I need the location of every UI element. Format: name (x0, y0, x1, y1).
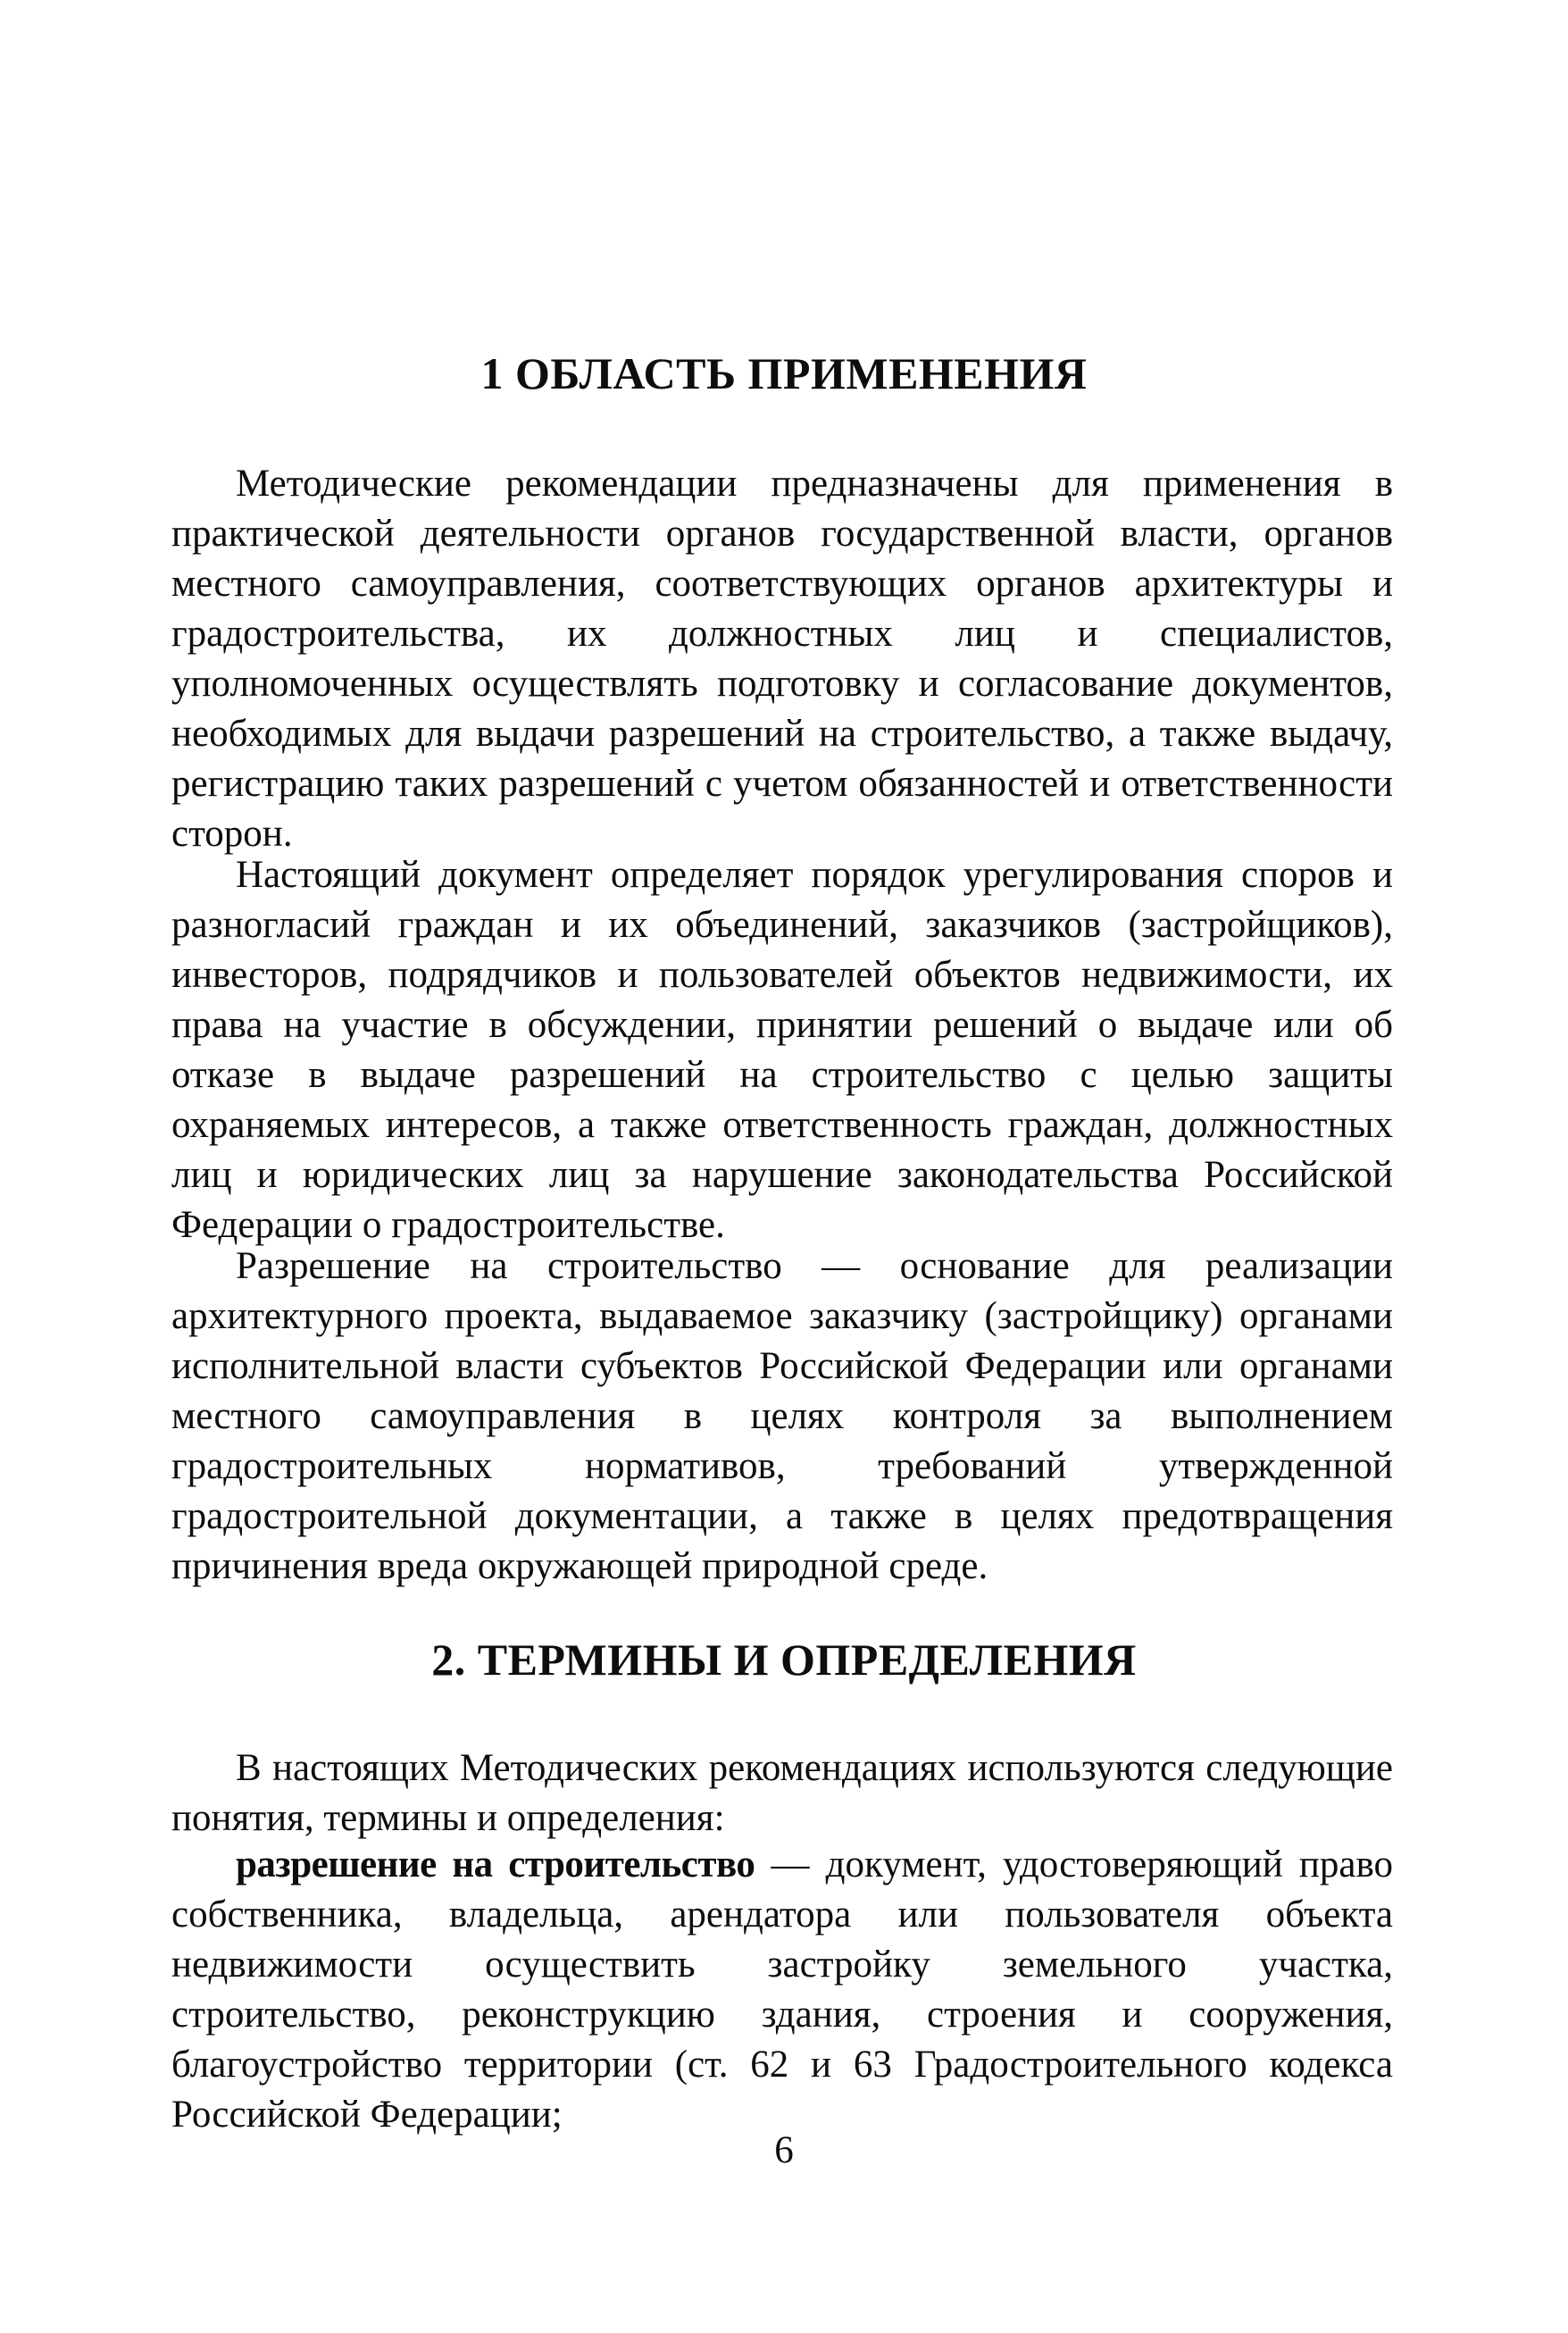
section-1-heading: 1 ОБЛАСТЬ ПРИМЕНЕНИЯ (480, 348, 1088, 398)
section-1-paragraph-1: Методические рекомендации предназначены для применения в практической деятельности органов государственной власти, органов местного самоуправления, соответствующих органов архитектуры и градостроительства, их должностных лиц и специалистов, уполномоченных осуществлять подготовку и согласование документов, необходимых для выдачи разрешений на строительство, а также выдачу, регистрацию таких разрешений с учетом обязанностей и ответственности сторон. (171, 463, 1393, 855)
definition-text: — документ, удостоверяющий право собственника, владельца, арендатора или пользователя объекта недвижимости осуществить застройку земельного участка, строительство, реконструкцию здания, строения и сооружения, благоустройство территории (ст. 62 и 63 Градостроительного кодекса Российской Федерации; (171, 1844, 1393, 2136)
section-1-paragraph-2: Настоящий документ определяет порядок урегулирования споров и разногласий граждан и их объединений, заказчиков (застройщиков), инвесторов, подрядчиков и пользователей объектов недвижимости, их права на участие в обсуждении, принятии решений о выдаче или об отказе в выдаче разрешений на строительство с целью защиты охраняемых интересов, а также ответственность граждан, должностных лиц и юридических лиц за нарушение законодательства Российской Федерации о градостроительстве. (171, 854, 1393, 1246)
definition-term: разрешение на строительство (236, 1844, 755, 1886)
page-number: 6 (774, 2129, 794, 2171)
section-1-paragraph-3: Разрешение на строительство — основание для реализации архитектурного проекта, выдаваемое заказчику (застройщику) органами исполнительной власти субъектов Российской Федерации или органами местного самоуправления в целях контроля за выполнением градостроительных нормативов, требований утвержденной градостроительной документации, а также в целях предотвращения причинения вреда окружающей природной среде. (171, 1245, 1393, 1587)
definition-permit (171, 1840, 1393, 2140)
section-2-heading: 2. ТЕРМИНЫ И ОПРЕДЕЛЕНИЯ (431, 1635, 1137, 1685)
section-2-intro: В настоящих Методических рекомендациях используются следующие понятия, термины и определения: (171, 1747, 1393, 1839)
